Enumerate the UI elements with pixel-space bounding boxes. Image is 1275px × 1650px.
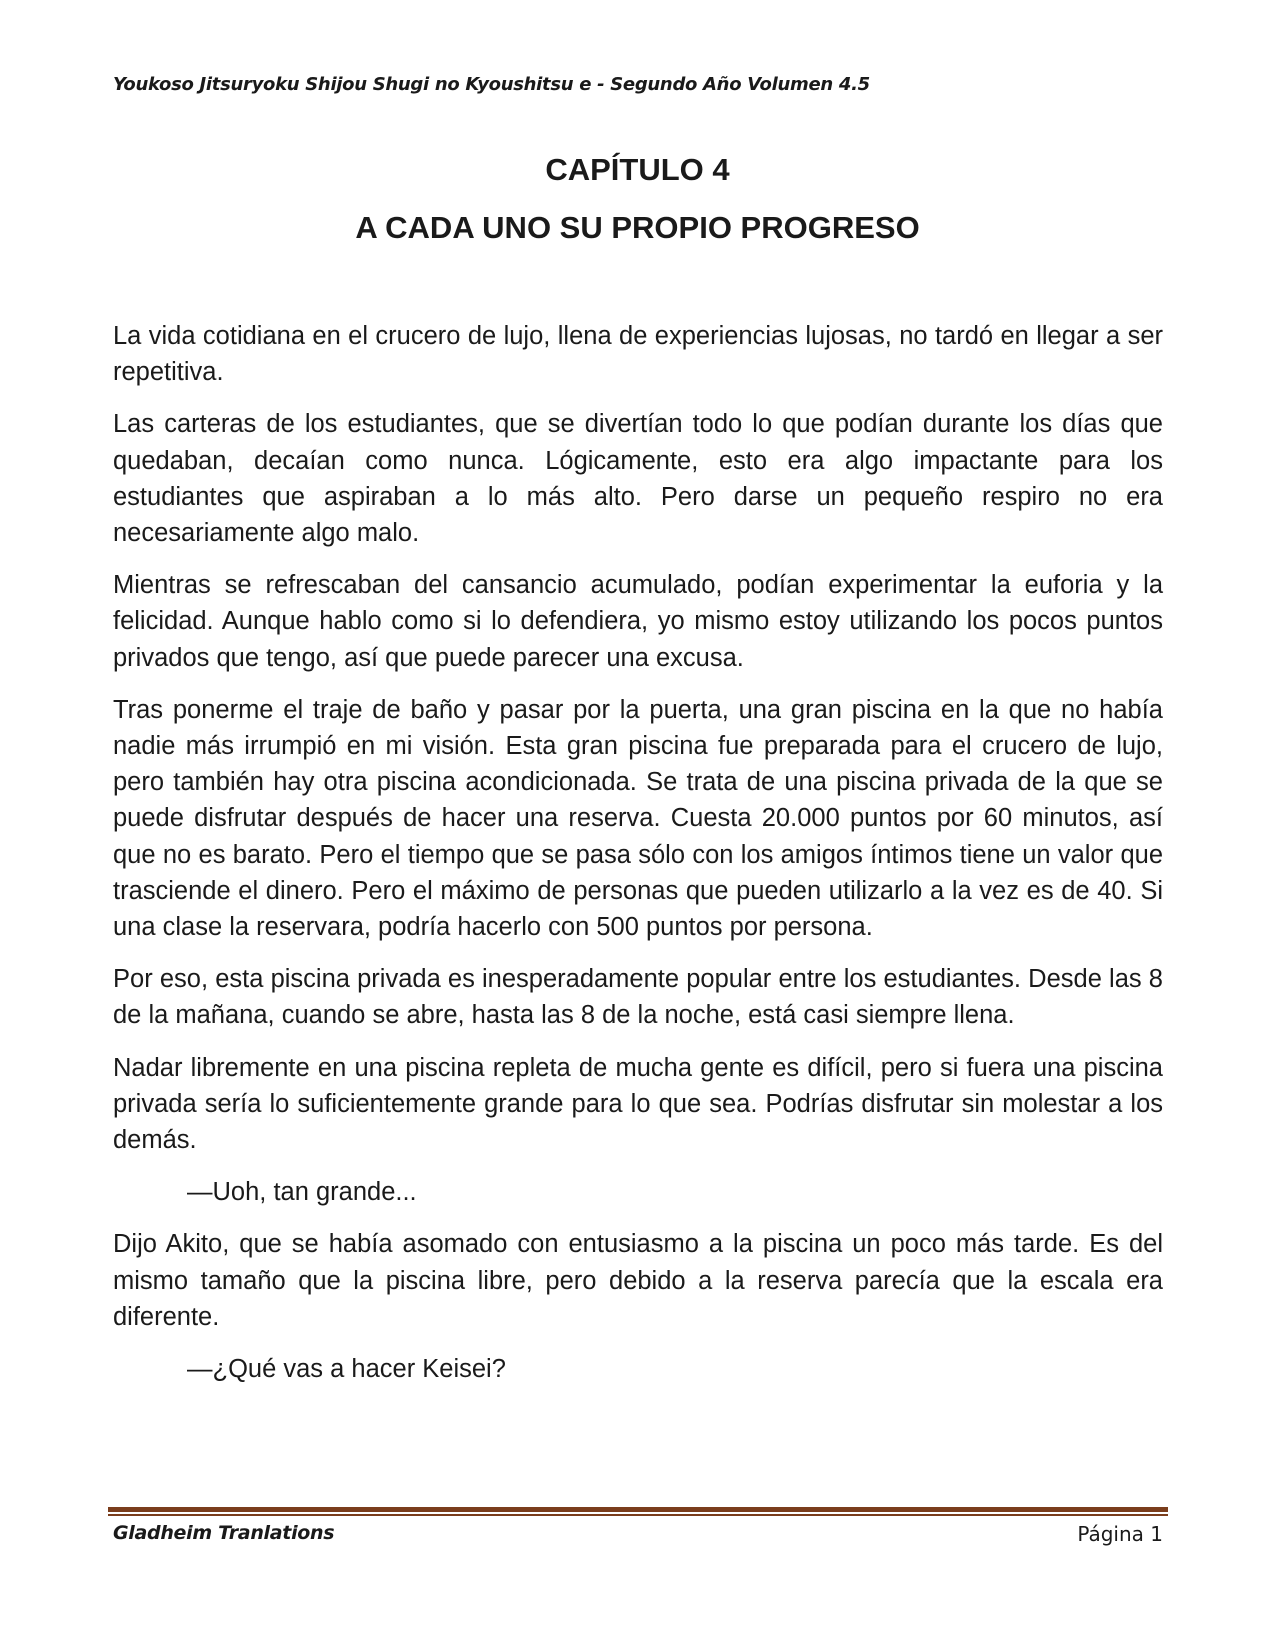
paragraph: Por eso, esta piscina privada es inesperadamente popular entre los estudiantes. Desde las 8 de la mañana, cuando se abre, hasta las 8 de la noche, está casi siempre llena. bbox=[113, 965, 1163, 1030]
paragraph: Las carteras de los estudiantes, que se divertían todo lo que podían durante los días que quedaban, decaían como nunca. Lógicamente, esto era algo impactante para los estudiantes que aspiraban a lo más alto. Pero darse un pequeño respiro no era necesariamente algo malo. bbox=[113, 410, 1163, 548]
body-text bbox=[113, 318, 1163, 1403]
paragraph: Tras ponerme el traje de baño y pasar por la puerta, una gran piscina en la que no había nadie más irrumpió en mi visión. Esta gran piscina fue preparada para el crucero de lujo, pero también hay otra piscina acondicionada. Se trata de una piscina privada de la que se puede disfrutar después de hacer una reserva. Cuesta 20.000 puntos por 60 minutos, así que no es barato. Pero el tiempo que se pasa sólo con los amigos íntimos tiene un valor que trasciende el dinero. Pero el máximo de personas que pueden utilizarlo a la vez es de 40. Si una clase la reservara, podría hacerlo con 500 puntos por persona. bbox=[113, 695, 1163, 942]
footer-divider-thin bbox=[108, 1514, 1168, 1516]
footer-translator: Gladheim Tranlations bbox=[113, 1522, 335, 1544]
chapter-number: CAPÍTULO 4 bbox=[545, 152, 730, 187]
running-header: Youkoso Jitsuryoku Shijou Shugi no Kyoushitsu e - Segundo Año Volumen 4.5 bbox=[113, 74, 870, 95]
footer-divider bbox=[108, 1507, 1168, 1516]
page-number: Página 1 bbox=[1077, 1522, 1163, 1546]
paragraph: La vida cotidiana en el crucero de lujo, llena de experiencias lujosas, no tardó en llegar a ser repetitiva. bbox=[113, 322, 1163, 387]
paragraph: Dijo Akito, que se había asomado con entusiasmo a la piscina un poco más tarde. Es del mismo tamaño que la piscina libre, pero debido a la reserva parecía que la escala era diferente. bbox=[113, 1230, 1163, 1331]
dialogue-line: —Uoh, tan grande... bbox=[187, 1178, 417, 1207]
footer-divider-thick bbox=[108, 1507, 1168, 1512]
paragraph: Nadar libremente en una piscina repleta de mucha gente es difícil, pero si fuera una piscina privada sería lo suficientemente grande para lo que sea. Podrías disfrutar sin molestar a los demás. bbox=[113, 1053, 1163, 1155]
paragraph: Mientras se refrescaban del cansancio acumulado, podían experimentar la euforia y la felicidad. Aunque hablo como si lo defendiera, yo mismo estoy utilizando los pocos puntos privados que tengo, así que puede parecer una excusa. bbox=[113, 571, 1163, 672]
chapter-title: A CADA UNO SU PROPIO PROGRESO bbox=[355, 210, 920, 245]
dialogue-line: —¿Qué vas a hacer Keisei? bbox=[187, 1355, 506, 1384]
